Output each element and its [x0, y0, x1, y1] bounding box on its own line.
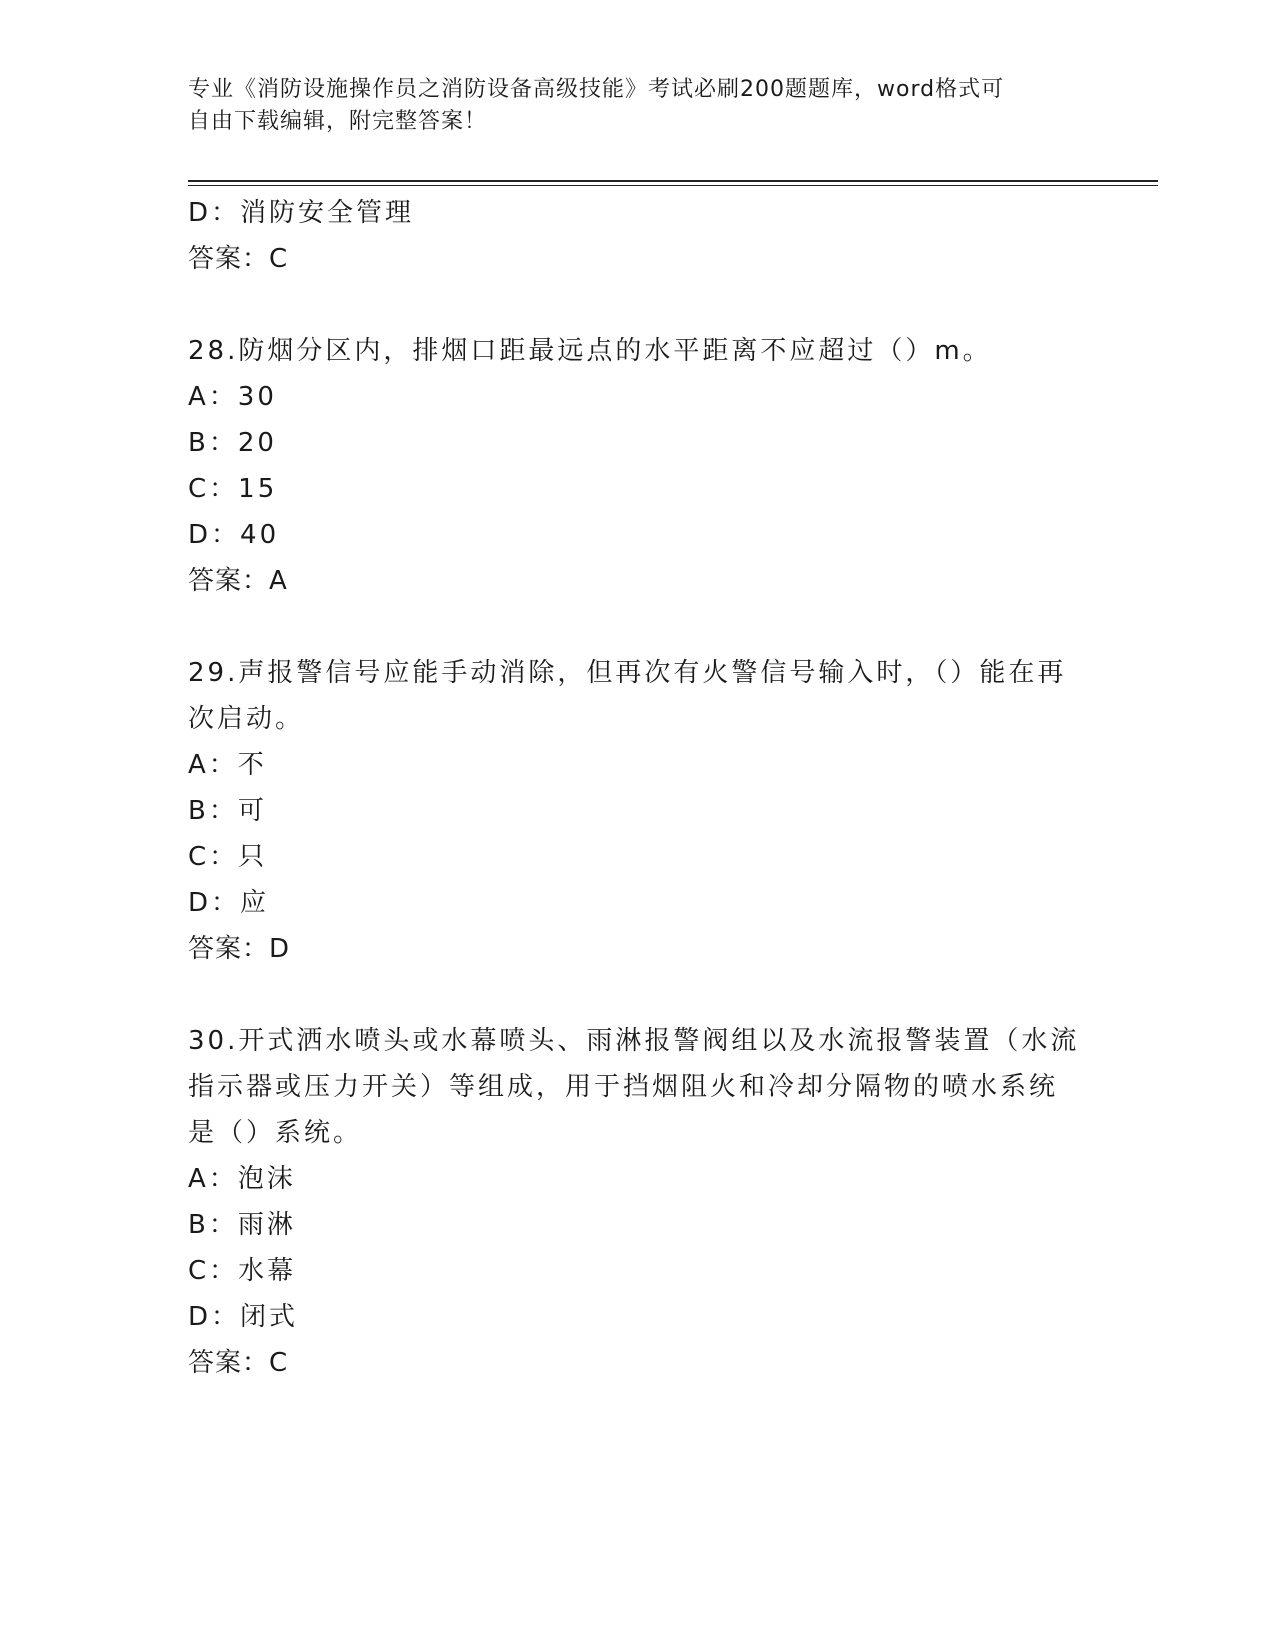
option-d: D：应: [188, 888, 270, 918]
question-28: [188, 328, 1088, 604]
header-line-1: 专业《消防设施操作员之消防设备高级技能》考试必刷200题题库，word格式可: [188, 77, 1005, 102]
option-a: A：30: [188, 382, 277, 412]
option-b: B：可: [188, 796, 267, 826]
option-d: D：闭式: [188, 1302, 299, 1332]
option-b: B：20: [188, 428, 277, 458]
option-d: D：40: [188, 520, 280, 550]
option-a: A：不: [188, 750, 267, 780]
question-text-line-1: 29.声报警信号应能手动消除，但再次有火警信号输入时，（）能在再: [188, 658, 1067, 688]
question-text-line-2: 次启动。: [188, 704, 305, 734]
question-text-line-2: 指示器或压力开关）等组成，用于挡烟阻火和冷却分隔物的喷水系统: [188, 1072, 1059, 1102]
option-c: C：15: [188, 474, 278, 504]
question-29: [188, 650, 1088, 972]
question-30: [188, 1018, 1088, 1386]
answer: 答案：A: [188, 566, 288, 596]
option-b: B：雨淋: [188, 1210, 296, 1240]
answer: 答案：C: [188, 1348, 289, 1378]
question-content: [188, 190, 1088, 1386]
header-rule-thick: [188, 180, 1158, 182]
spacer: [188, 282, 1088, 328]
question-text: 28.防烟分区内，排烟口距最远点的水平距离不应超过（）m。: [188, 336, 992, 366]
option-c: C：只: [188, 842, 268, 872]
spacer: [188, 604, 1088, 650]
header-line-2: 自由下载编辑，附完整答案！: [188, 109, 488, 134]
question-text-line-1: 30.开式洒水喷头或水幕喷头、雨淋报警阀组以及水流报警装置（水流: [188, 1026, 1080, 1056]
document-header: [188, 74, 1068, 138]
prev-answer: 答案：C: [188, 244, 289, 274]
option-c: C：水幕: [188, 1256, 297, 1286]
prev-option-d: D：消防安全管理: [188, 198, 415, 228]
option-a: A：泡沫: [188, 1164, 296, 1194]
header-rule-thin: [188, 185, 1158, 186]
question-text-line-3: 是（）系统。: [188, 1118, 363, 1148]
answer: 答案：D: [188, 934, 291, 964]
spacer: [188, 972, 1088, 1018]
